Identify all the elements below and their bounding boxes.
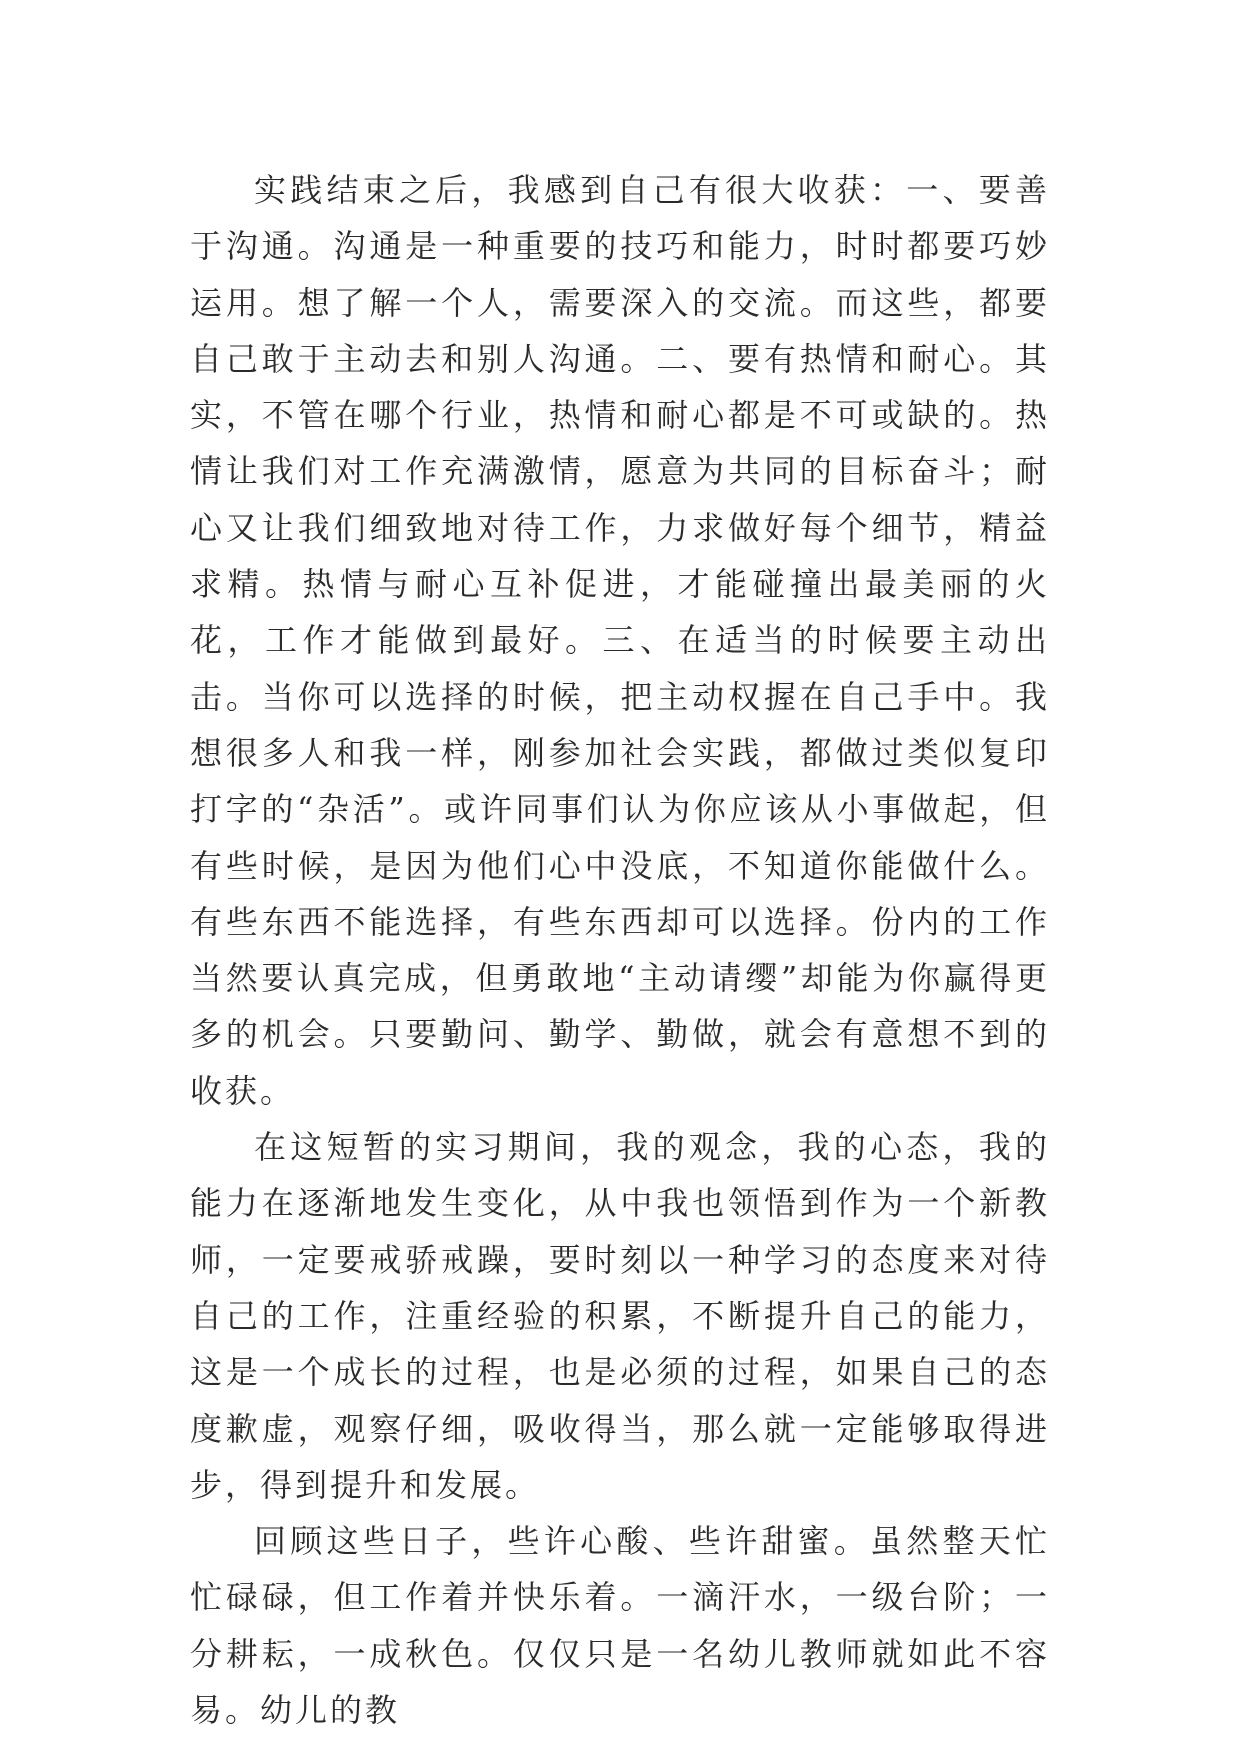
paragraph-looking-back: 回顾这些日子，些许心酸、些许甜蜜。虽然整天忙忙碌碌，但工作着并快乐着。一滴汗水，一级台阶；一分耕耘，一成秋色。仅仅只是一名幼儿教师就如此不容易。幼儿的教 bbox=[190, 1522, 1050, 1730]
body-text bbox=[190, 162, 1050, 1738]
paragraph-internship-reflection: 在这短暂的实习期间，我的观念，我的心态，我的能力在逐渐地发生变化，从中我也领悟到作为一个新教师，一定要戒骄戒躁，要时刻以一种学习的态度来对待自己的工作，注重经验的积累，不断提升自己的能力，这是一个成长的过程，也是必须的过程，如果自己的态度歉虚，观察仔细，吸收得当，那么就一定能够取得进步，得到提升和发展。 bbox=[190, 1128, 1050, 1504]
paragraph-practice-gains: 实践结束之后，我感到自己有很大收获：一、要善于沟通。沟通是一种重要的技巧和能力，时时都要巧妙运用。想了解一个人，需要深入的交流。而这些，都要自己敢于主动去和别人沟通。二、要有热情和耐心。其实，不管在哪个行业，热情和耐心都是不可或缺的。热情让我们对工作充满激情，愿意为共同的目标奋斗；耐心又让我们细致地对待工作，力求做好每个细节，精益求精。热情与耐心互补促进，才能碰撞出最美丽的火花，工作才能做到最好。三、在适当的时候要主动出击。当你可以选择的时候，把主动权握在自己手中。我想很多人和我一样，刚参加社会实践，都做过类似复印打字的“杂活”。或许同事们认为你应该从小事做起，但有些时候，是因为他们心中没底，不知道你能做什么。有些东西不能选择，有些东西却可以选择。份内的工作当然要认真完成，但勇敢地“主动请缨”却能为你赢得更多的机会。只要勤问、勤学、勤做，就会有意想不到的收获。 bbox=[190, 171, 1050, 1110]
